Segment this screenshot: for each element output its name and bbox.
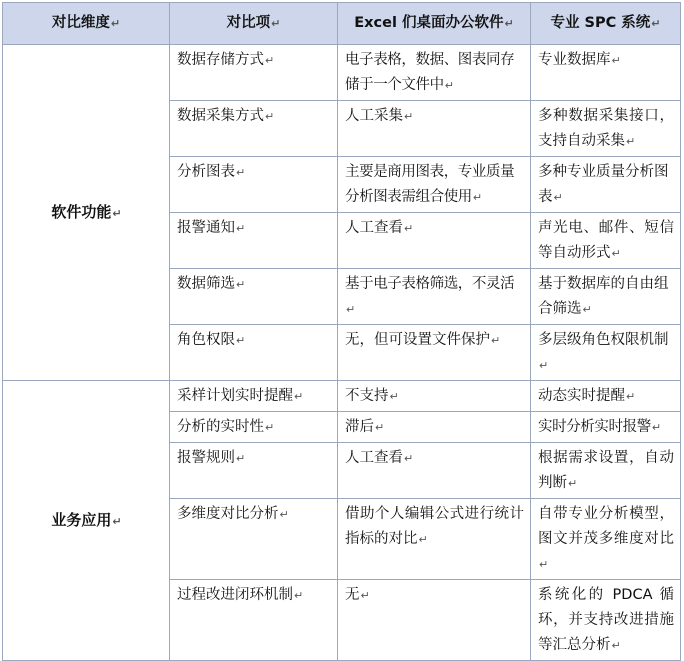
item-cell: 报警规则↵ [170,443,338,499]
excel-cell: 人工查看↵ [338,213,531,269]
dimension-cell: 业务应用↵ [3,381,170,661]
header-excel: Excel 们桌面办公软件↵ [338,3,531,45]
item-cell: 数据采集方式↵ [170,101,338,157]
header-dimension: 对比维度↵ [3,3,170,45]
dimension-cell: 软件功能↵ [3,45,170,381]
spc-cell: 动态实时提醒↵ [531,381,681,412]
excel-cell: 人工查看↵ [338,443,531,499]
excel-cell: 无↵ [338,580,531,661]
spc-cell: 多种专业质量分析图表↵ [531,157,681,213]
header-spc: 专业 SPC 系统↵ [531,3,681,45]
excel-cell: 无，但可设置文件保护↵ [338,325,531,381]
table-row [3,45,681,101]
excel-cell: 借助个人编辑公式进行统计指标的对比↵ [338,499,531,580]
item-cell: 数据筛选↵ [170,269,338,325]
spc-cell: 系统化的 PDCA 循环，并支持改进措施等汇总分析↵ [531,580,681,661]
spc-cell: 多层级角色权限机制↵ [531,325,681,381]
comparison-table [2,2,681,661]
item-cell: 数据存储方式↵ [170,45,338,101]
table-row [3,381,681,412]
item-cell: 采样计划实时提醒↵ [170,381,338,412]
spc-cell: 自带专业分析模型，图文并茂多维度对比↵ [531,499,681,580]
header-row [3,3,681,45]
excel-cell: 滞后↵ [338,412,531,443]
spc-cell: 基于数据库的自由组合筛选↵ [531,269,681,325]
excel-cell: 人工采集↵ [338,101,531,157]
excel-cell: 基于电子表格筛选，不灵活↵ [338,269,531,325]
item-cell: 过程改进闭环机制↵ [170,580,338,661]
item-cell: 分析图表↵ [170,157,338,213]
item-cell: 报警通知↵ [170,213,338,269]
excel-cell: 主要是商用图表，专业质量分析图表需组合使用↵ [338,157,531,213]
item-cell: 角色权限↵ [170,325,338,381]
item-cell: 分析的实时性↵ [170,412,338,443]
spc-cell: 根据需求设置，自动判断↵ [531,443,681,499]
spc-cell: 专业数据库↵ [531,45,681,101]
spc-cell: 实时分析实时报警↵ [531,412,681,443]
item-cell: 多维度对比分析↵ [170,499,338,580]
spc-cell: 多种数据采集接口，支持自动采集↵ [531,101,681,157]
excel-cell: 电子表格，数据、图表同存储于一个文件中↵ [338,45,531,101]
header-item: 对比项↵ [170,3,338,45]
spc-cell: 声光电、邮件、短信等自动形式↵ [531,213,681,269]
excel-cell: 不支持↵ [338,381,531,412]
